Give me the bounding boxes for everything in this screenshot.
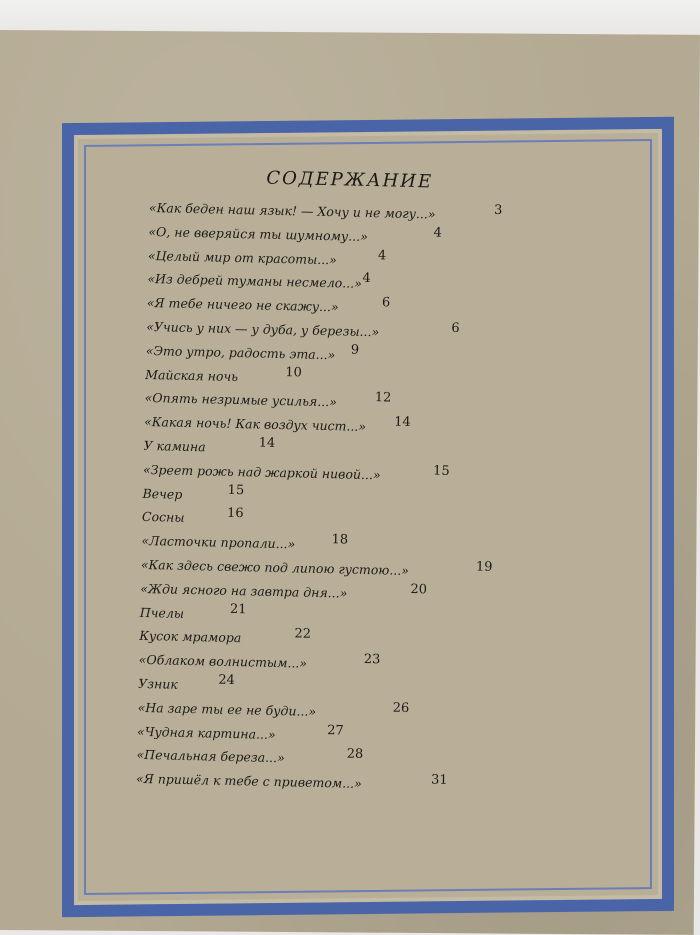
- toc-entry-page: 16: [226, 506, 244, 522]
- toc-entry-page: 6: [451, 320, 460, 337]
- toc-entry-page: 28: [346, 746, 364, 763]
- toc-entry-page: 18: [331, 532, 349, 548]
- toc-entry-page: 4: [362, 271, 371, 287]
- toc-entry-title: У камина: [143, 437, 206, 455]
- toc-entry-page: 6: [381, 295, 391, 311]
- toc-entry-title: «Это утро, радость эта...»: [145, 342, 336, 363]
- toc-entry-title: «Зреет рожь над жаркой нивой...»: [142, 461, 381, 483]
- toc-entry-title: «Облаком волнистым...»: [138, 652, 308, 671]
- toc-entry-page: 12: [374, 390, 392, 406]
- toc-entry-page: 20: [410, 581, 428, 598]
- toc-entry-title: Майская ночь: [145, 366, 239, 384]
- toc-entry-page: 15: [227, 482, 245, 498]
- toc-entry-title: «Как беден наш язык! — Хочу и не могу...»: [148, 199, 436, 222]
- toc-entry-page: 19: [475, 559, 493, 575]
- toc-entry-page: 31: [430, 772, 448, 789]
- toc-entry-title: «О, не вверяйся ты шумному...»: [148, 223, 369, 244]
- toc-entry-page: 15: [432, 463, 450, 479]
- toc-entry-title: «Я пришёл к тебе с приветом...»: [135, 770, 362, 792]
- toc-entry-title: Кусок мрамора: [139, 628, 242, 646]
- toc-entry-title: «Как здесь свежо под липою густою...»: [140, 556, 410, 578]
- toc-entry-title: «Опять незримые усилья...»: [144, 390, 338, 410]
- toc-entry-title: Вечер: [142, 485, 183, 502]
- toc-entry-page: 4: [377, 247, 387, 263]
- toc-entry-title: «Чудная картина...»: [136, 723, 276, 742]
- toc-entry-page: 14: [258, 435, 276, 451]
- toc-entry-title: «Целый мир от красоты...»: [147, 247, 337, 267]
- toc-entry-page: 3: [493, 202, 503, 219]
- toc-entry-page: 21: [229, 601, 247, 617]
- toc-entry-page: 22: [294, 626, 312, 643]
- toc-entry-title: «Печальная береза...»: [136, 747, 285, 766]
- toc-entry-title: Узник: [138, 675, 179, 692]
- toc-entry-title: «Какая ночь! Как воздух чист...»: [144, 414, 367, 435]
- toc-entry-title: «Жди ясного на завтра дня...»: [140, 580, 348, 601]
- toc-entry-page: 10: [285, 364, 303, 381]
- toc-entry-page: 4: [433, 225, 442, 241]
- toc-entry-page: 26: [392, 700, 410, 716]
- contents-heading: СОДЕРЖАНИЕ: [266, 167, 434, 193]
- toc-entry-title: Пчелы: [139, 604, 185, 621]
- toc-entry-title: «Из дебрей туманы несмело...»: [147, 271, 362, 292]
- toc-entry-title: «Ласточки пропали...»: [141, 533, 296, 552]
- toc-entry-title: «На заре ты ее не буди...»: [137, 699, 317, 719]
- toc-entry-title: «Я тебе ничего не скажу...»: [146, 295, 339, 315]
- toc-entry-title: Сосны: [141, 509, 185, 526]
- toc-entry-page: 14: [394, 414, 411, 431]
- toc-entry-page: 9: [350, 342, 360, 358]
- toc-entry-title: «Учись у них — у дуба, у березы...»: [146, 318, 380, 340]
- toc-entry-page: 27: [327, 722, 344, 739]
- table-of-contents: [136, 165, 580, 801]
- toc-list: [136, 196, 579, 801]
- toc-entry-page: 23: [363, 652, 381, 668]
- toc-entry-page: 24: [218, 672, 236, 688]
